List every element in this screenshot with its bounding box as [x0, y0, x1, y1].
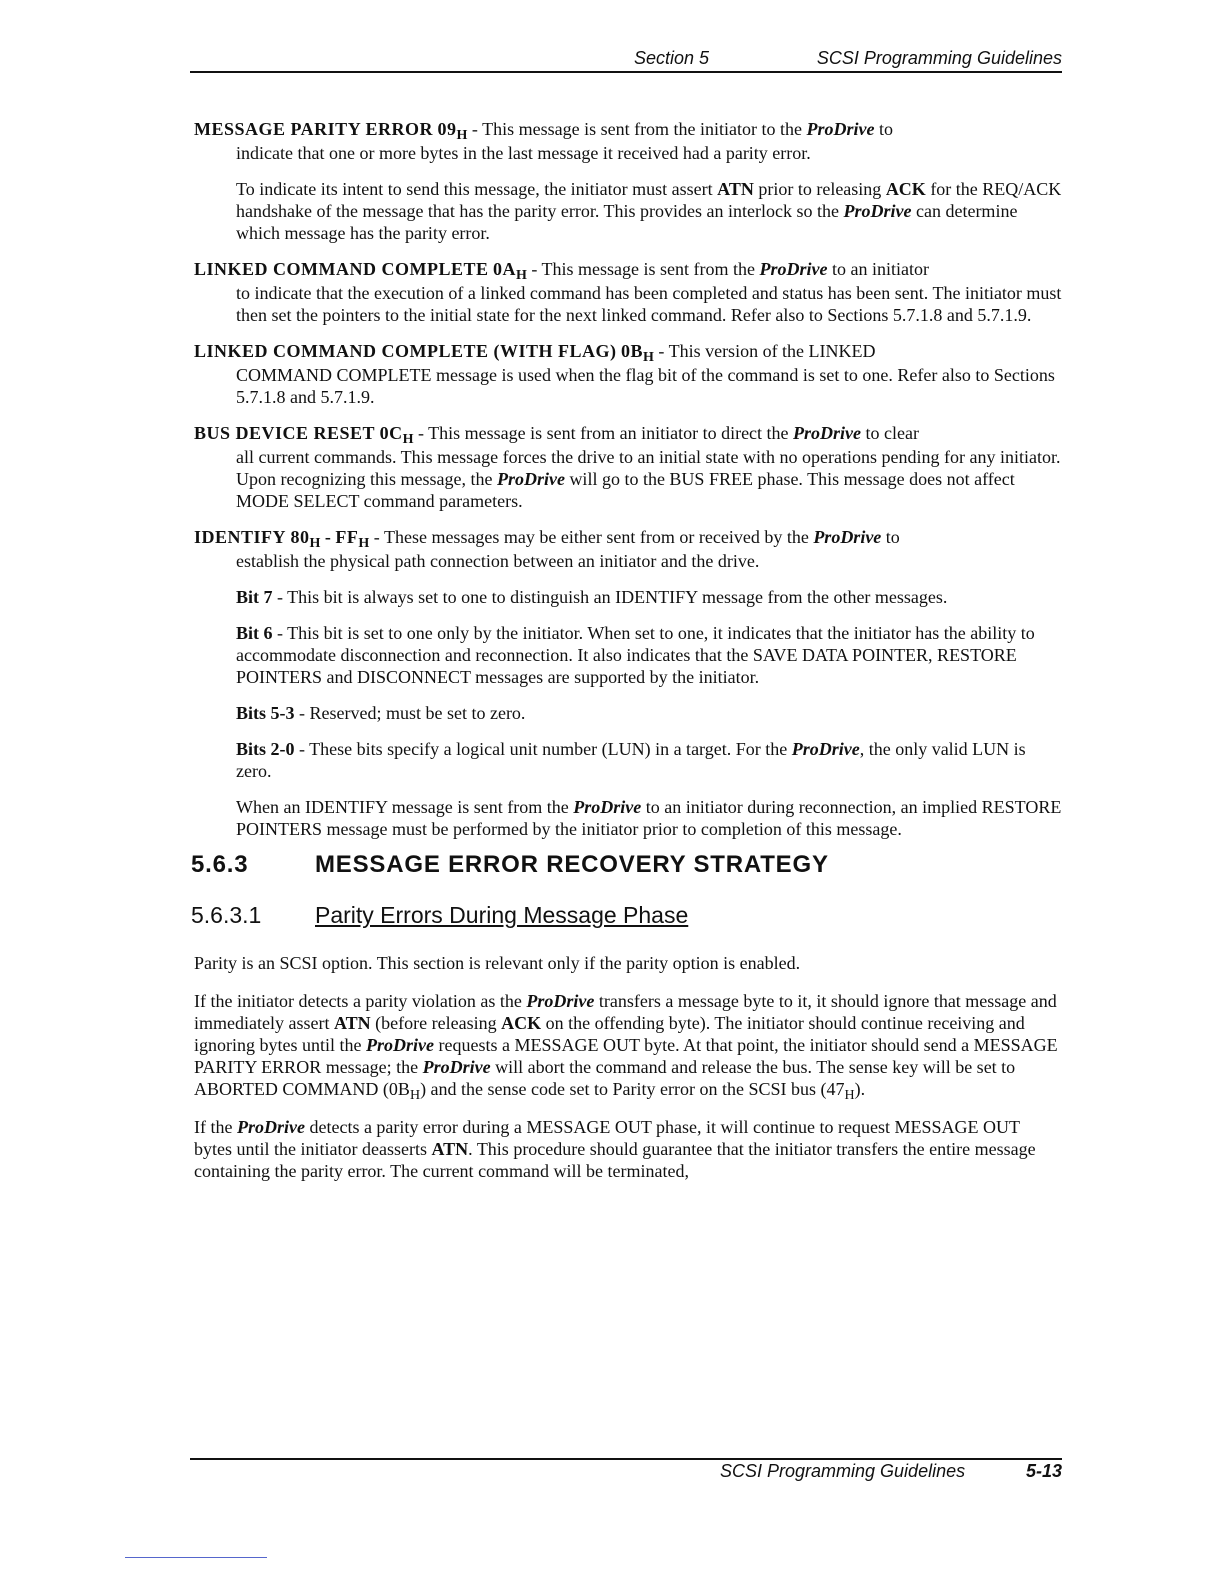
entry-continuation: COMMAND COMPLETE message is used when the flag bit of the command is set to one. Refer also to Sections 5.7.1.8 and 5.7.1.9. — [236, 365, 1055, 407]
subsection-heading — [191, 904, 1062, 934]
body-text — [191, 118, 1062, 1182]
footer-rule — [190, 1458, 1062, 1460]
entry-linked-command-complete-flag: LINKED COMMAND COMPLETE (WITH FLAG) $0B_H$ - This version of the LINKED COMMAND COMPLETE message is used when the flag bit of the command is set to one. Refer also to Sections 5.7.1.8 and 5.7.1.9. — [194, 340, 1062, 408]
bits-2-0-description: Bits 2-0 - These bits specify a logical unit number (LUN) in a target. For the ProDrive, the only valid LUN is zero. — [236, 739, 1026, 781]
subsection-title: Parity Errors During Message Phase — [315, 902, 689, 928]
entry-identify: IDENTIFY $80_H - FF_H$ - These messages may be either sent from or received by the ProDrive to establish the physical path connection between an initiator and the drive. Bit 7 - This bit is always set to one to distinguish an IDENTIFY message from the other messages. Bit 6 - This bit is set to one only by the initiator. When set to one, it indicates that the initiator has the ability to accommodate disconnection and reconnection. It also indicates that the SAVE DATA POINTER, RESTORE POINTERS and DISCONNECT messages are supported by the initiator. Bits 5-3 - Reserved; must be set to zero. Bits 2-0 - These bits specify a logical unit number (LUN) in a target. For the ProDrive, the only valid LUN is zero. When an IDENTIFY message is sent from the ProDrive to an initiator during reconnection, an implied RESTORE POINTERS message must be performed by the initiator prior to completion of this message. — [194, 527, 1062, 839]
entry-continuation: establish the physical path connection between an initiator and the drive. — [236, 551, 760, 571]
running-footer — [190, 1461, 1062, 1485]
entry-term: BUS DEVICE RESET — [194, 423, 376, 443]
entry-term: IDENTIFY — [194, 527, 287, 547]
entry-paragraph: To indicate its intent to send this message, the initiator must assert ATN prior to releasing ACK for the REQ/ACK handshake of the message that has the parity error. This provides an interlock so the ProDrive can determine which message has the parity error. — [236, 179, 1062, 243]
entry-term: MESSAGE PARITY ERROR — [194, 119, 434, 139]
page-number: 5-13 — [1025, 1461, 1062, 1481]
paragraph-initiator-detects: If the initiator detects a parity violation as the ProDrive transfers a message byte to it, it should ignore that message and immediately assert ATN (before releasing ACK on the offending byte). The initiator should continue receiving and ignoring bytes until the ProDrive requests a MESSAGE OUT byte. At that point, the initiator should send a MESSAGE PARITY ERROR message; the ProDrive will abort the command and release the bus. The sense key will be set to ABORTED COMMAND $(0B_H)$ and the sense code set to Parity error on the SCSI bus $(47_H)$. — [194, 991, 1058, 1103]
paragraph-parity-option: Parity is an SCSI option. This section is relevant only if the parity option is enabled. — [194, 953, 801, 973]
section-heading — [191, 851, 1062, 884]
bit-6-description: Bit 6 - This bit is set to one only by the initiator. When set to one, it indicates that the initiator has the ability to accommodate disconnection and reconnection. It also indicates that the SAVE DATA POINTER, RESTORE POINTERS and DISCONNECT messages are supported by the initiator. — [236, 623, 1035, 687]
subsection-number: 5.6.3.1 — [191, 902, 262, 928]
entry-continuation: to indicate that the execution of a linked command has been completed and status has been sent. The initiator must then set the pointers to the initial state for the next linked command. Refer also to Sections 5.7.1.8 and 5.7.1.9. — [236, 283, 1062, 325]
footer-title: SCSI Programming Guidelines — [720, 1461, 966, 1481]
section-number: 5.6.3 — [191, 851, 249, 878]
entry-continuation: all current commands. This message forces the drive to an initial state with no operations pending for any initiator. Upon recognizing this message, the ProDrive will go to the BUS FREE phase. This message does not affect MODE SELECT command parameters. — [236, 447, 1061, 511]
entry-term: LINKED COMMAND COMPLETE — [194, 259, 489, 279]
paragraph-prodrive-detects: If the ProDrive detects a parity error during a MESSAGE OUT phase, it will continue to request MESSAGE OUT bytes until the initiator deasserts ATN. This procedure should guarantee that the initiator transfers the entire message containing the parity error. The current command will be terminated, — [194, 1117, 1036, 1181]
bits-5-3-description: Bits 5-3 - Reserved; must be set to zero. — [236, 703, 526, 723]
scan-artifact-line — [125, 1557, 267, 1558]
entry-term: LINKED COMMAND COMPLETE (WITH FLAG) — [194, 341, 617, 361]
header-title: SCSI Programming Guidelines — [816, 48, 1062, 68]
identify-closing-paragraph: When an IDENTIFY message is sent from the ProDrive to an initiator during reconnection, an implied RESTORE POINTERS message must be performed by the initiator prior to completion of this message. — [236, 797, 1062, 839]
section-title: MESSAGE ERROR RECOVERY STRATEGY — [315, 851, 829, 878]
entry-message-parity-error: MESSAGE PARITY ERROR $09_H$ - This message is sent from the initiator to the ProDrive to indicate that one or more bytes in the last message it received had a parity error. To indicate its intent to send this message, the initiator must assert ATN prior to releasing ACK for the REQ/ACK handshake of the message that has the parity error. This provides an interlock so the ProDrive can determine which message has the parity error. — [194, 119, 1062, 243]
entry-linked-command-complete: LINKED COMMAND COMPLETE $0A_H$ - This message is sent from the ProDrive to an initiator to indicate that the execution of a linked command has been completed and status has been sent. The initiator must then set the pointers to the initial state for the next linked command. Refer also to Sections 5.7.1.8 and 5.7.1.9. — [194, 259, 1062, 325]
bit-7-description: Bit 7 - This bit is always set to one to distinguish an IDENTIFY message from the other messages. — [236, 587, 948, 607]
header-rule — [190, 71, 1062, 73]
running-header — [190, 48, 1062, 70]
entry-continuation: indicate that one or more bytes in the last message it received had a parity error. — [236, 143, 811, 163]
header-section: Section 5 — [634, 48, 710, 68]
entry-bus-device-reset: BUS DEVICE RESET $0C_H$ - This message is sent from an initiator to direct the ProDrive to clear all current commands. This message forces the drive to an initial state with no operations pending for any initiator. Upon recognizing this message, the ProDrive will go to the BUS FREE phase. This message does not affect MODE SELECT command parameters. — [194, 423, 1061, 511]
